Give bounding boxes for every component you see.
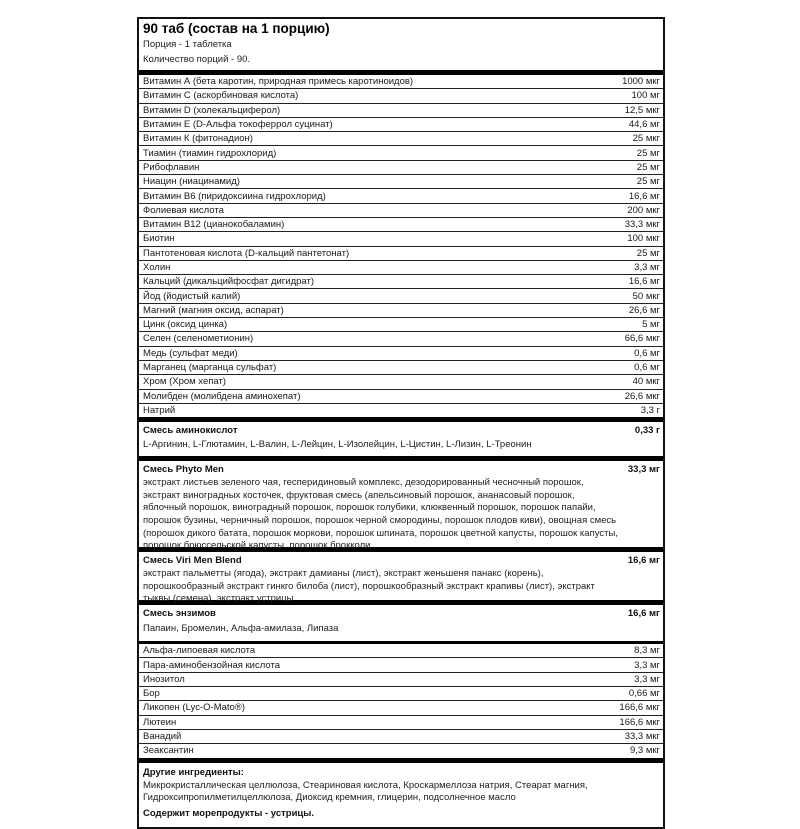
nutrient-amount: 3,3 г xyxy=(640,404,660,416)
nutrient-row xyxy=(139,686,663,700)
nutrient-name: Йод (йодистый калий) xyxy=(143,290,241,302)
nutrient-amount: 12,5 мкг xyxy=(624,104,660,116)
supplement-facts-label xyxy=(137,17,665,829)
nutrient-row xyxy=(139,389,663,403)
nutrient-name: Ванадий xyxy=(143,731,182,743)
nutrient-amount: 50 мкг xyxy=(632,290,660,302)
nutrient-row xyxy=(139,103,663,117)
nutrient-row xyxy=(139,346,663,360)
nutrient-amount: 16,6 мг xyxy=(628,190,660,202)
nutrient-amount: 26,6 мкг xyxy=(624,390,660,402)
nutrient-row xyxy=(139,203,663,217)
allergen-note: Содержит морепродукты - устрицы. xyxy=(143,807,315,819)
blend-name: Смесь аминокислот xyxy=(143,425,238,437)
nutrient-amount: 66,6 мкг xyxy=(624,333,660,345)
nutrient-name: Ликопен (Lyc-O-Mato®) xyxy=(143,702,245,714)
amino-blend xyxy=(139,422,663,456)
nutrient-row xyxy=(139,217,663,231)
nutrient-name: Цинк (оксид цинка) xyxy=(143,319,228,331)
nutrient-amount: 200 мкг xyxy=(627,204,660,216)
nutrient-row xyxy=(139,317,663,331)
nutrient-amount: 25 мг xyxy=(636,161,660,173)
nutrient-name: Инозитол xyxy=(143,673,185,685)
nutrient-amount: 0,66 мг xyxy=(628,688,660,700)
nutrient-amount: 44,6 мг xyxy=(628,119,660,131)
blend-description: L-Аргинин, L-Глютамин, L-Валин, L-Лейцин, L-Изолейцин, L-Цистин, L-Лизин, L-Треонин xyxy=(143,439,532,451)
nutrient-name: Кальций (дикальцийфосфат дигидрат) xyxy=(143,276,314,288)
nutrient-row xyxy=(139,700,663,714)
enzyme-blend xyxy=(139,605,663,641)
nutrient-row xyxy=(139,360,663,374)
nutrient-row xyxy=(139,657,663,671)
nutrient-row xyxy=(139,188,663,202)
nutrient-row xyxy=(139,246,663,260)
nutrient-row xyxy=(139,644,663,657)
label-title: 90 таб (состав на 1 порцию) xyxy=(143,21,330,36)
nutrient-row xyxy=(139,145,663,159)
nutrient-name: Пара-аминобензойная кислота xyxy=(143,659,280,671)
nutrient-amount: 0,6 мг xyxy=(634,347,660,359)
nutrient-name: Биотин xyxy=(143,233,175,245)
other-ingredients xyxy=(139,763,663,827)
nutrient-name: Витамин В12 (цианокобаламин) xyxy=(143,219,285,231)
blend-amount: 0,33 г xyxy=(634,425,660,437)
blend-name: Смесь энзимов xyxy=(143,608,216,620)
phyto-men-blend xyxy=(139,461,663,552)
extra-ingredient-list xyxy=(139,644,663,757)
nutrient-row xyxy=(139,303,663,317)
nutrient-name: Медь (сульфат меди) xyxy=(143,347,238,359)
nutrient-row xyxy=(139,729,663,743)
nutrient-row xyxy=(139,88,663,102)
nutrient-row xyxy=(139,331,663,345)
nutrient-name: Витамин В6 (пиридоксиина гидрохлорид) xyxy=(143,190,326,202)
nutrient-amount: 25 мкг xyxy=(632,133,660,145)
nutrient-amount: 3,3 мг xyxy=(634,673,660,685)
nutrient-amount: 8,3 мг xyxy=(634,645,660,657)
nutrient-row xyxy=(139,743,663,757)
nutrient-row xyxy=(139,715,663,729)
nutrient-name: Витамин D (холекальциферол) xyxy=(143,104,281,116)
nutrient-amount: 25 мг xyxy=(636,147,660,159)
nutrient-row xyxy=(139,274,663,288)
nutrient-amount: 25 мг xyxy=(636,176,660,188)
nutrient-name: Ниацин (ниацинамид) xyxy=(143,176,240,188)
nutrient-name: Пантотеновая кислота (D-кальций пантетонат) xyxy=(143,247,350,259)
blend-name: Смесь Phyto Men xyxy=(143,464,224,476)
nutrient-amount: 166,6 мкг xyxy=(619,716,660,728)
nutrient-amount: 9,3 мкг xyxy=(630,745,660,757)
nutrient-name: Фолиевая кислота xyxy=(143,204,224,216)
nutrient-row xyxy=(139,131,663,145)
label-header xyxy=(139,19,663,70)
nutrient-name: Витамин К (фитонадион) xyxy=(143,133,253,145)
nutrient-name: Марганец (марганца сульфат) xyxy=(143,362,277,374)
nutrient-amount: 26,6 мг xyxy=(628,304,660,316)
nutrient-row xyxy=(139,374,663,388)
blend-amount: 16,6 мг xyxy=(627,608,660,620)
nutrient-name: Холин xyxy=(143,262,171,273)
nutrient-amount: 100 мкг xyxy=(627,233,660,245)
nutrient-row xyxy=(139,117,663,131)
nutrient-amount: 33,3 мкг xyxy=(624,219,660,231)
nutrient-row xyxy=(139,174,663,188)
nutrient-name: Лютеин xyxy=(143,716,177,728)
blend-amount: 16,6 мг xyxy=(627,555,660,567)
nutrient-name: Натрий xyxy=(143,404,176,416)
nutrient-name: Альфа-липоевая кислота xyxy=(143,645,256,657)
blend-name: Смесь Viri Men Blend xyxy=(143,555,242,567)
nutrient-amount: 3,3 мг xyxy=(634,659,660,671)
nutrient-amount: 25 мг xyxy=(636,247,660,259)
nutrient-row xyxy=(139,672,663,686)
nutrient-name: Витамин А (бета каротин, природная примесь каротиноидов) xyxy=(143,76,414,88)
nutrient-name: Рибофлавин xyxy=(143,161,200,173)
nutrient-name: Витамин С (аскорбиновая кислота) xyxy=(143,90,299,102)
servings-count: Количество порций - 90. xyxy=(143,54,251,65)
nutrient-name: Молибден (молибдена аминохепат) xyxy=(143,390,301,402)
other-ingredients-heading: Другие ингредиенты: xyxy=(143,766,244,778)
nutrient-name: Магний (магния оксид, аспарат) xyxy=(143,304,284,316)
nutrient-name: Хром (Хром хепат) xyxy=(143,376,226,388)
nutrient-name: Бор xyxy=(143,688,160,700)
nutrient-row xyxy=(139,75,663,88)
nutrient-amount: 100 мг xyxy=(631,90,660,102)
other-ingredients-description: Микрокристаллическая целлюлоза, Стеариновая кислота, Кроскармеллоза натрия, Стеарат магния, Гидроксипропилметилцеллюлоза, Диоксид кремния, глицерин, подсолнечное масло xyxy=(143,779,588,804)
nutrient-row xyxy=(139,231,663,245)
nutrient-amount: 5 мг xyxy=(642,319,660,331)
nutrient-name: Тиамин (тиамин гидрохлорид) xyxy=(143,147,277,159)
nutrient-amount: 0,6 мг xyxy=(634,362,660,374)
nutrient-list xyxy=(139,75,663,417)
nutrient-row xyxy=(139,403,663,417)
blend-description: экстракт листьев зеленого чая, гесперидиновый комплекс, дезодорированный чесночный порошок, экстракт виноградных косточек, фруктовая смесь (апельсиновый порошок, ананасовый порошок, яблочный порошок, виноградный порошок, порошок голубики, клюквенный порошок, порошок папайи, порошок бузины, черничный порошок, порошок черной смородины, порошок плодов киви), овощная смесь (порошок дикого батата, порошок моркови, порошок шпината, порошок цветной капусты, порошок капусты, порошок брюссельской капусты, порошок брокколи xyxy=(143,477,618,552)
nutrient-amount: 1000 мкг xyxy=(622,76,660,88)
nutrient-name: Зеаксантин xyxy=(143,745,194,757)
serving-size: Порция - 1 таблетка xyxy=(143,39,232,50)
viri-men-blend xyxy=(139,552,663,605)
blend-description: экстракт пальметты (ягода), экстракт дамианы (лист), экстракт женьшеня панакс (корень), порошкообразный экстракт гинкго билоба (лист), порошкообразный экстракт крапивы (лист), экстракт тыквы (семена), экстракт устрицы xyxy=(143,568,595,605)
nutrient-amount: 3,3 мг xyxy=(634,262,660,273)
nutrient-amount: 16,6 мг xyxy=(628,276,660,288)
nutrient-name: Селен (селенометионин) xyxy=(143,333,254,345)
blend-description: Папаин, Бромелин, Альфа-амилаза, Липаза xyxy=(143,623,339,635)
nutrient-row xyxy=(139,288,663,302)
nutrient-amount: 33,3 мкг xyxy=(624,731,660,743)
nutrient-row xyxy=(139,160,663,174)
nutrient-name: Витамин Е (D-Альфа токоферрол суцинат) xyxy=(143,119,333,131)
nutrient-amount: 166,6 мкг xyxy=(619,702,660,714)
nutrient-row xyxy=(139,260,663,274)
nutrient-amount: 40 мкг xyxy=(632,376,660,388)
blend-amount: 33,3 мг xyxy=(627,464,660,476)
